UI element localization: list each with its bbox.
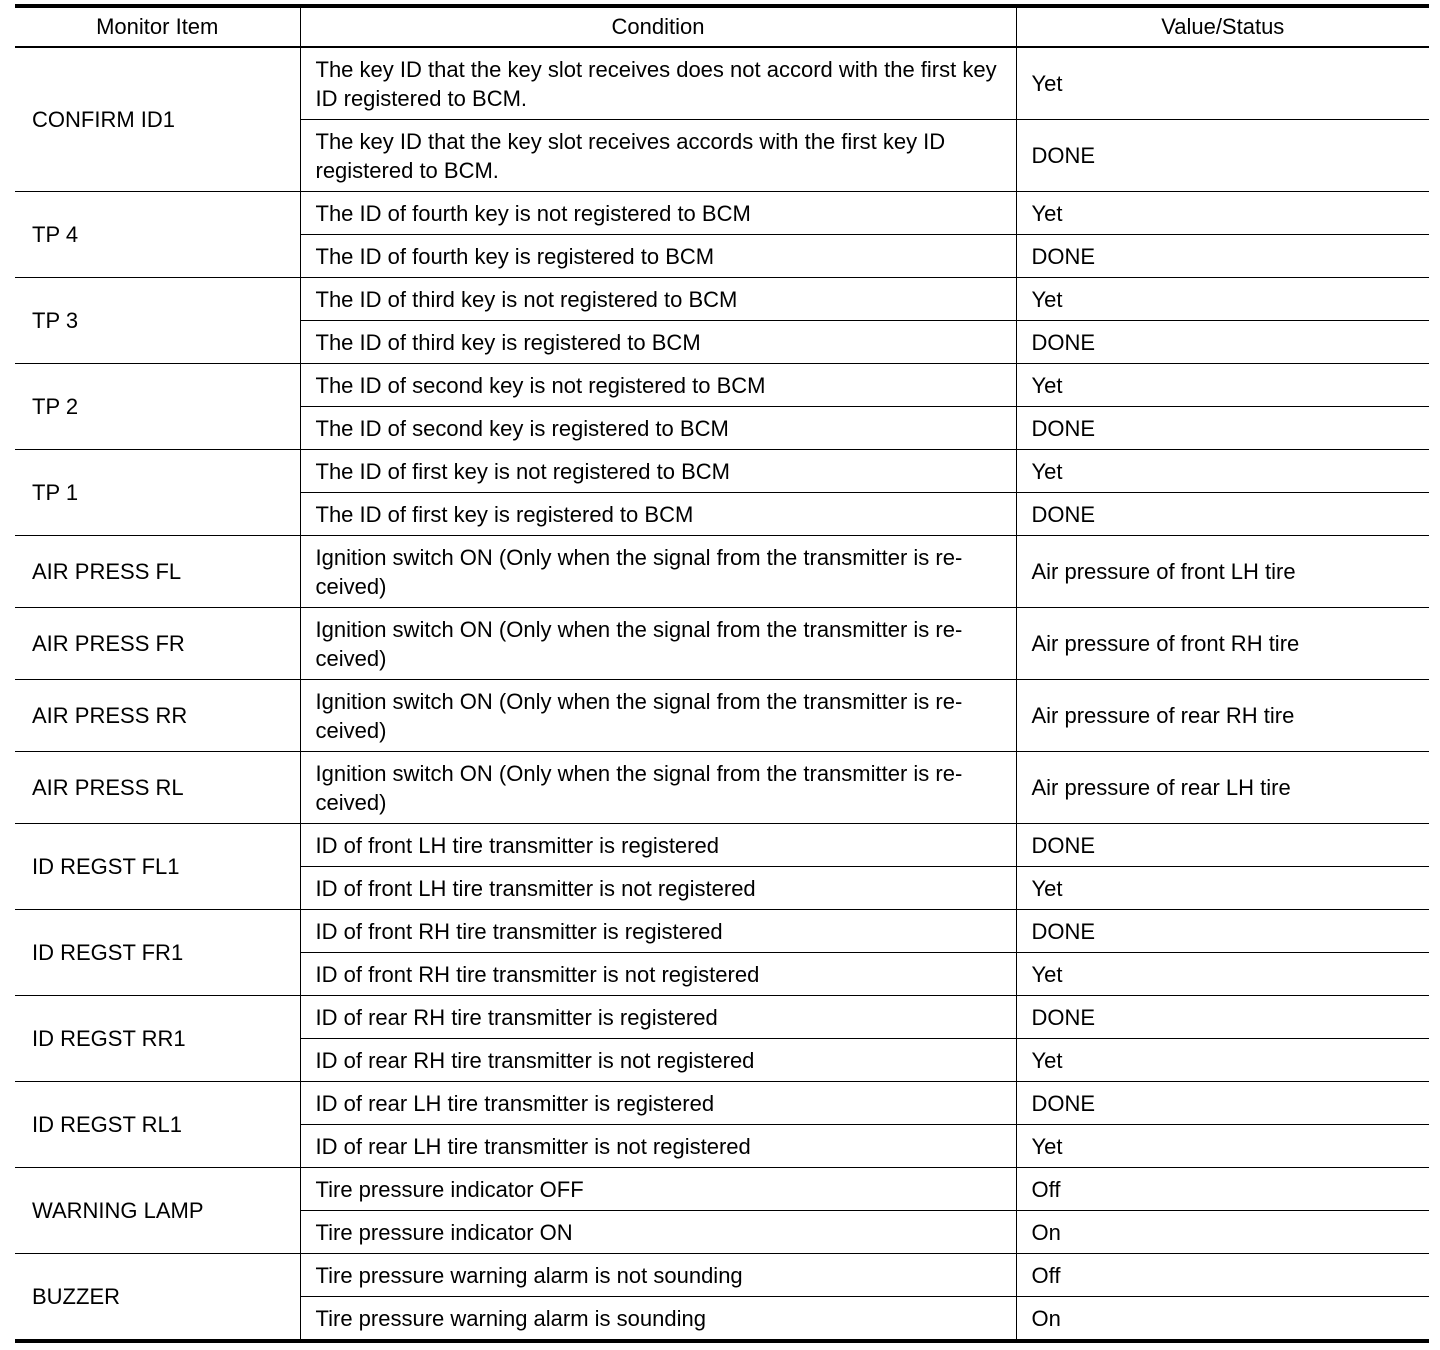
value-cell: Yet xyxy=(1016,364,1429,407)
condition-cell: ID of front RH tire transmitter is registered xyxy=(300,910,1016,953)
value-cell: Yet xyxy=(1016,278,1429,321)
condition-cell: The key ID that the key slot receives accords with the first key ID registered to BCM. xyxy=(300,120,1016,192)
value-cell: Yet xyxy=(1016,1125,1429,1168)
condition-cell: The key ID that the key slot receives does not accord with the first key ID registered to BCM. xyxy=(300,47,1016,120)
table-row xyxy=(15,910,1429,953)
monitor-item-cell: AIR PRESS RR xyxy=(15,680,300,752)
monitor-item-cell: ID REGST FR1 xyxy=(15,910,300,996)
table-row xyxy=(15,1082,1429,1125)
table-row xyxy=(15,47,1429,120)
table-row xyxy=(15,536,1429,608)
value-cell: Yet xyxy=(1016,953,1429,996)
monitor-item-cell: AIR PRESS FL xyxy=(15,536,300,608)
condition-cell: ID of front LH tire transmitter is not registered xyxy=(300,867,1016,910)
condition-cell: Tire pressure indicator OFF xyxy=(300,1168,1016,1211)
condition-cell: ID of front LH tire transmitter is registered xyxy=(300,824,1016,867)
condition-cell: ID of front RH tire transmitter is not registered xyxy=(300,953,1016,996)
value-cell: Air pressure of rear RH tire xyxy=(1016,680,1429,752)
monitor-item-cell: TP 1 xyxy=(15,450,300,536)
header-condition: Condition xyxy=(300,6,1016,47)
condition-cell: Tire pressure warning alarm is not sounding xyxy=(300,1254,1016,1297)
table-header-row xyxy=(15,6,1429,47)
monitor-item-cell: ID REGST RR1 xyxy=(15,996,300,1082)
monitor-item-cell: ID REGST RL1 xyxy=(15,1082,300,1168)
monitor-item-cell: TP 4 xyxy=(15,192,300,278)
table-row xyxy=(15,278,1429,321)
condition-cell: The ID of second key is registered to BCM xyxy=(300,407,1016,450)
condition-cell: The ID of fourth key is not registered to BCM xyxy=(300,192,1016,235)
table-row xyxy=(15,608,1429,680)
monitor-item-cell: BUZZER xyxy=(15,1254,300,1342)
value-cell: DONE xyxy=(1016,910,1429,953)
value-cell: DONE xyxy=(1016,120,1429,192)
table-row xyxy=(15,1168,1429,1211)
header-monitor-item: Monitor Item xyxy=(15,6,300,47)
condition-cell: ID of rear LH tire transmitter is registered xyxy=(300,1082,1016,1125)
value-cell: Air pressure of front LH tire xyxy=(1016,536,1429,608)
monitor-item-cell: TP 3 xyxy=(15,278,300,364)
table-row xyxy=(15,680,1429,752)
header-value-status: Value/Status xyxy=(1016,6,1429,47)
value-cell: Off xyxy=(1016,1168,1429,1211)
monitor-item-table xyxy=(15,4,1429,1343)
condition-cell: Ignition switch ON (Only when the signal from the transmitter is re-ceived) xyxy=(300,752,1016,824)
condition-cell: ID of rear LH tire transmitter is not registered xyxy=(300,1125,1016,1168)
condition-cell: The ID of third key is registered to BCM xyxy=(300,321,1016,364)
table-row xyxy=(15,752,1429,824)
value-cell: DONE xyxy=(1016,493,1429,536)
condition-cell: Ignition switch ON (Only when the signal from the transmitter is re-ceived) xyxy=(300,680,1016,752)
condition-cell: ID of rear RH tire transmitter is not registered xyxy=(300,1039,1016,1082)
monitor-item-cell: WARNING LAMP xyxy=(15,1168,300,1254)
value-cell: Yet xyxy=(1016,867,1429,910)
condition-cell: Tire pressure indicator ON xyxy=(300,1211,1016,1254)
condition-cell: The ID of first key is registered to BCM xyxy=(300,493,1016,536)
value-cell: Yet xyxy=(1016,450,1429,493)
condition-cell: The ID of fourth key is registered to BCM xyxy=(300,235,1016,278)
value-cell: Yet xyxy=(1016,1039,1429,1082)
value-cell: DONE xyxy=(1016,824,1429,867)
monitor-item-cell: AIR PRESS FR xyxy=(15,608,300,680)
value-cell: DONE xyxy=(1016,996,1429,1039)
condition-cell: Tire pressure warning alarm is sounding xyxy=(300,1297,1016,1342)
monitor-item-cell: CONFIRM ID1 xyxy=(15,47,300,192)
value-cell: Yet xyxy=(1016,192,1429,235)
value-cell: DONE xyxy=(1016,235,1429,278)
condition-cell: Ignition switch ON (Only when the signal from the transmitter is re-ceived) xyxy=(300,608,1016,680)
table-row xyxy=(15,450,1429,493)
value-cell: On xyxy=(1016,1297,1429,1342)
monitor-item-cell: TP 2 xyxy=(15,364,300,450)
condition-cell: Ignition switch ON (Only when the signal from the transmitter is re-ceived) xyxy=(300,536,1016,608)
value-cell: Off xyxy=(1016,1254,1429,1297)
table-row xyxy=(15,996,1429,1039)
monitor-item-cell: ID REGST FL1 xyxy=(15,824,300,910)
table-row xyxy=(15,824,1429,867)
condition-cell: The ID of second key is not registered to BCM xyxy=(300,364,1016,407)
value-cell: DONE xyxy=(1016,407,1429,450)
condition-cell: ID of rear RH tire transmitter is registered xyxy=(300,996,1016,1039)
table-row xyxy=(15,1254,1429,1297)
condition-cell: The ID of third key is not registered to BCM xyxy=(300,278,1016,321)
table-body xyxy=(15,47,1429,1341)
value-cell: Air pressure of rear LH tire xyxy=(1016,752,1429,824)
table-row xyxy=(15,192,1429,235)
value-cell: On xyxy=(1016,1211,1429,1254)
value-cell: DONE xyxy=(1016,1082,1429,1125)
value-cell: Yet xyxy=(1016,47,1429,120)
monitor-item-cell: AIR PRESS RL xyxy=(15,752,300,824)
value-cell: Air pressure of front RH tire xyxy=(1016,608,1429,680)
condition-cell: The ID of first key is not registered to BCM xyxy=(300,450,1016,493)
value-cell: DONE xyxy=(1016,321,1429,364)
table-row xyxy=(15,364,1429,407)
